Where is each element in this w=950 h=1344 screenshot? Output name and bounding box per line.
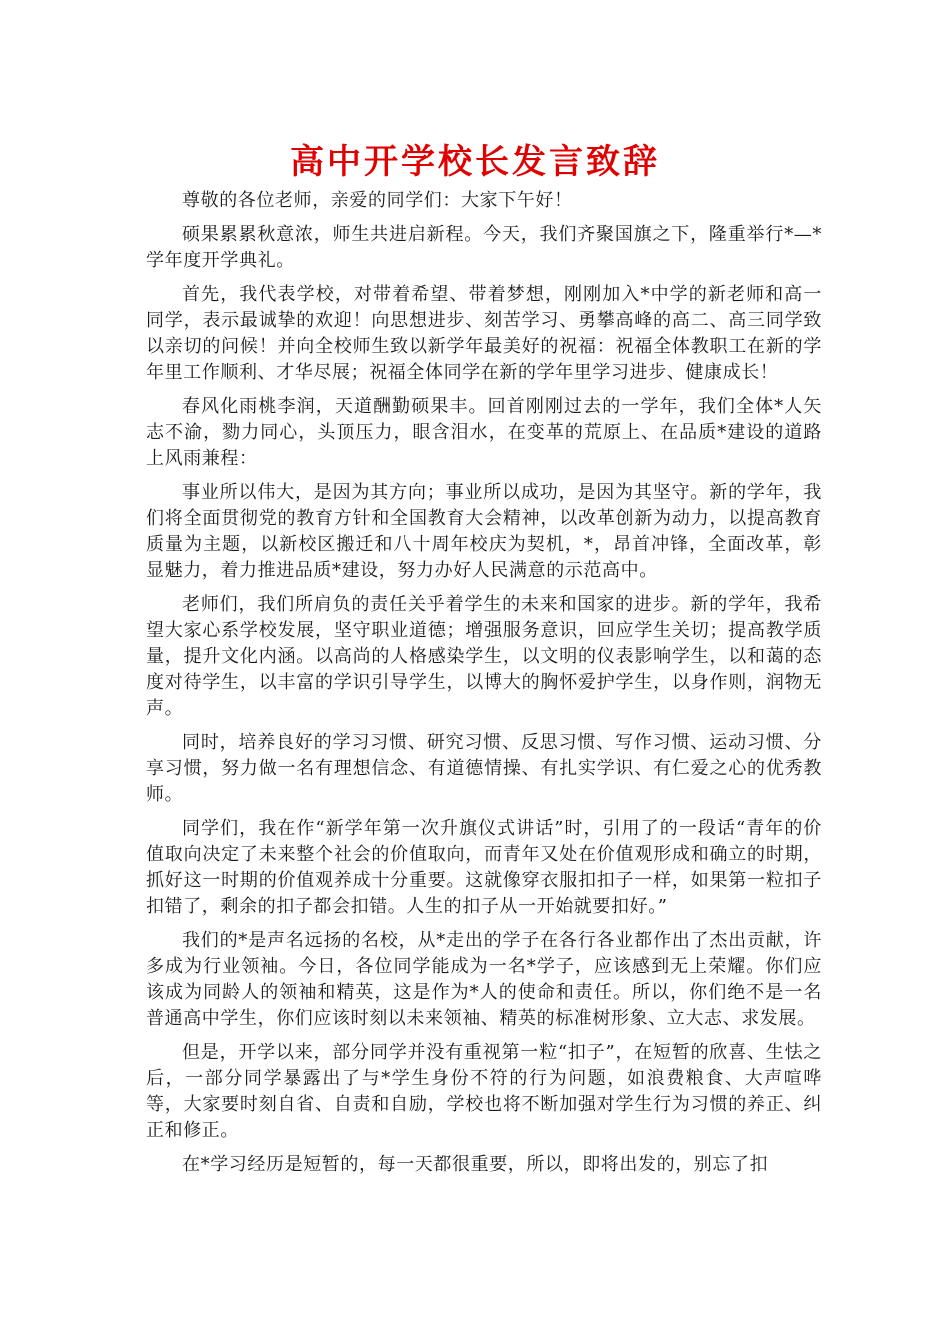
document-body xyxy=(146,188,822,1186)
paragraph-opening: 硕果累累秋意浓，师生共进启新程。今天，我们齐聚国旗之下，隆重举行*—*学年度开学典礼。 xyxy=(146,224,822,271)
paragraph-teachers: 老师们，我们所肩负的责任关乎着学生的未来和国家的进步。新的学年，我希望大家心系学校发展，坚守职业道德；增强服务意识，回应学生关切；提高教学质量，提升文化内涵。以高尚的人格感染学生，以文明的仪表影响学生，以和蔼的态度对待学生，以丰富的学识引导学生，以博大的胸怀爱护学生，以身作则，润物无声。 xyxy=(146,594,822,719)
paragraph-greeting: 尊敬的各位老师，亲爱的同学们：大家下午好！ xyxy=(182,190,573,211)
paragraph-school-pride: 我们的*是声名远扬的名校，从*走出的学子在各行各业都作出了杰出贡献，许多成为行业领袖。今日，各位同学能成为一名*学子，应该感到无上荣耀。你们应该成为同龄人的领袖和精英，这是作为*人的使命和责任。所以，你们绝不是一名普通高中学生，你们应该时刻以未来领袖、精英的标准树形象、立大志、求发展。 xyxy=(146,930,822,1029)
paragraph-review: 春风化雨桃李润，天道酬勤硕果丰。回首刚刚过去的一学年，我们全体*人矢志不渝，勠力同心，头顶压力，眼含泪水，在变革的荒原上、在品质*建设的道路上风雨兼程： xyxy=(146,396,822,469)
paragraph-welcome: 首先，我代表学校，对带着希望、带着梦想，刚刚加入*中学的新老师和高一同学，表示最诚挚的欢迎！向思想进步、刻苦学习、勇攀高峰的高二、高三同学致以亲切的问候！并向全校师生致以新学年最美好的祝福：祝福全体教职工在新的学年里工作顺利、才华尽展；祝福全体同学在新的学年里学习进步、健康成长！ xyxy=(146,284,822,383)
paragraph-closing-partial: 在*学习经历是短暂的，每一天都很重要，所以，即将出发的，别忘了扣 xyxy=(182,1154,769,1175)
document-title: 高中开学校长发言致辞 xyxy=(290,142,660,182)
paragraph-students-quote: 同学们，我在作“新学年第一次升旗仪式讲话”时，引用了的一段话“青年的价值取向决定了未来整个社会的价值取向，而青年又处在价值观形成和确立的时期，抓好这一时期的价值观养成十分重要。这就像穿衣服扣扣子一样，如果第一粒扣子扣错了，剩余的扣子都会扣错。人生的扣子从一开始就要扣好。” xyxy=(146,818,822,917)
paragraph-new-year-plan: 事业所以伟大，是因为其方向；事业所以成功，是因为其坚守。新的学年，我们将全面贯彻党的教育方针和全国教育大会精神，以改革创新为动力，以提高教育质量为主题，以新校区搬迁和八十周年校庆为契机，*，昂首冲锋，全面改革，彰显魅力，着力推进品质*建设，努力办好人民满意的示范高中。 xyxy=(146,482,822,581)
paragraph-habits: 同时，培养良好的学习习惯、研究习惯、反思习惯、写作习惯、运动习惯、分享习惯，努力做一名有理想信念、有道德情操、有扎实学识、有仁爱之心的优秀教师。 xyxy=(146,732,822,805)
paragraph-behavior: 但是，开学以来，部分同学并没有重视第一粒“扣子”，在短暂的欣喜、生怯之后，一部分同学暴露出了与*学生身份不符的行为问题，如浪费粮食、大声喧哗等，大家要时刻自省、自责和自励，学校也将不断加强对学生行为习惯的养正、纠正和修正。 xyxy=(146,1042,822,1141)
